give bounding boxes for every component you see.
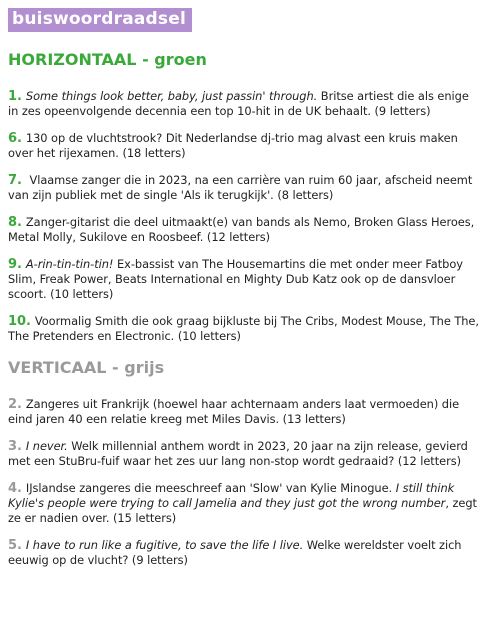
- clue-text: Zangeres uit Frankrijk (hoewel haar achternaam anders laat vermoeden) die eind jaren 40 een relatie kreeg met Miles Davis. (13 letters): [8, 397, 460, 426]
- clue-item: [8, 131, 482, 161]
- clue-quote: Some things look better, baby, just passin' through.: [25, 89, 318, 103]
- vertical-clue-list: [8, 397, 482, 568]
- clue-text: Welke wereldster voelt zich eeuwig op de vlucht? (9 letters): [8, 538, 462, 567]
- clue-item: [8, 481, 482, 526]
- clue-quote: I have to run like a fugitive, to save the life I live.: [25, 538, 304, 552]
- clue-text-2: , zegt ze er nadien over. (15 letters): [8, 496, 477, 525]
- horizontal-clue-list: [8, 89, 482, 344]
- clue-number: 4.: [8, 481, 22, 496]
- page-title: buiswoordraadsel: [8, 8, 192, 32]
- clue-number: 8.: [8, 215, 22, 230]
- clue-text: Britse artiest die als enige in zes opeenvolgende decennia een top 10-hit in de UK behaalt. (9 letters): [8, 89, 469, 118]
- clue-item: [8, 538, 482, 568]
- clue-item: [8, 439, 482, 469]
- clue-text: Ex-bassist van The Housemartins die met onder meer Fatboy Slim, Freak Power, Beats International en Mighty Dub Katz ook op de dansvloer scoort. (10 letters): [8, 257, 463, 301]
- clue-item: [8, 89, 482, 119]
- clue-item: [8, 397, 482, 427]
- clue-quote-2: I still think Kylie's people were trying to call Jamelia and they just got the wrong number: [8, 481, 455, 510]
- clue-text: IJslandse zangeres die meeschreef aan 'Slow' van Kylie Minogue.: [25, 481, 396, 495]
- clue-number: 2.: [8, 397, 22, 412]
- clue-number: 6.: [8, 131, 22, 146]
- clue-number: 5.: [8, 538, 22, 553]
- clue-number: 7.: [8, 173, 22, 188]
- clue-text: 130 op de vluchtstrook? Dit Nederlandse dj-trio mag alvast een kruis maken over het rijexamen. (18 letters): [8, 131, 458, 160]
- clue-number: 1.: [8, 89, 22, 104]
- clue-quote: I never.: [25, 439, 68, 453]
- clue-text: Zanger-gitarist die deel uitmaakt(e) van bands als Nemo, Broken Glass Heroes, Metal Molly, Sukilove en Roosbeef. (12 letters): [8, 215, 475, 244]
- clue-item: [8, 257, 482, 302]
- vertical-heading: VERTICAAL - grijs: [8, 358, 165, 377]
- clue-number: 3.: [8, 439, 22, 454]
- clue-text: Vlaamse zanger die in 2023, na een carrière van ruim 60 jaar, afscheid neemt van zijn publiek met de single 'Als ik terugkijk'. (8 letters): [8, 173, 473, 202]
- clue-item: [8, 314, 482, 344]
- clue-text: Welk millennial anthem wordt in 2023, 20 jaar na zijn release, gevierd met een StuBru-fuif waar het zes uur lang non-stop wordt gedraaid? (12 letters): [8, 439, 468, 468]
- horizontal-heading: HORIZONTAAL - groen: [8, 50, 207, 69]
- clue-number: 9.: [8, 257, 22, 272]
- clue-number: 10.: [8, 314, 31, 329]
- clue-text: Voormalig Smith die ook graag bijkluste bij The Cribs, Modest Mouse, The The, The Pretenders en Electronic. (10 letters): [8, 314, 479, 343]
- clue-quote: A-rin-tin-tin-tin!: [25, 257, 114, 271]
- clue-item: [8, 173, 482, 203]
- clue-item: [8, 215, 482, 245]
